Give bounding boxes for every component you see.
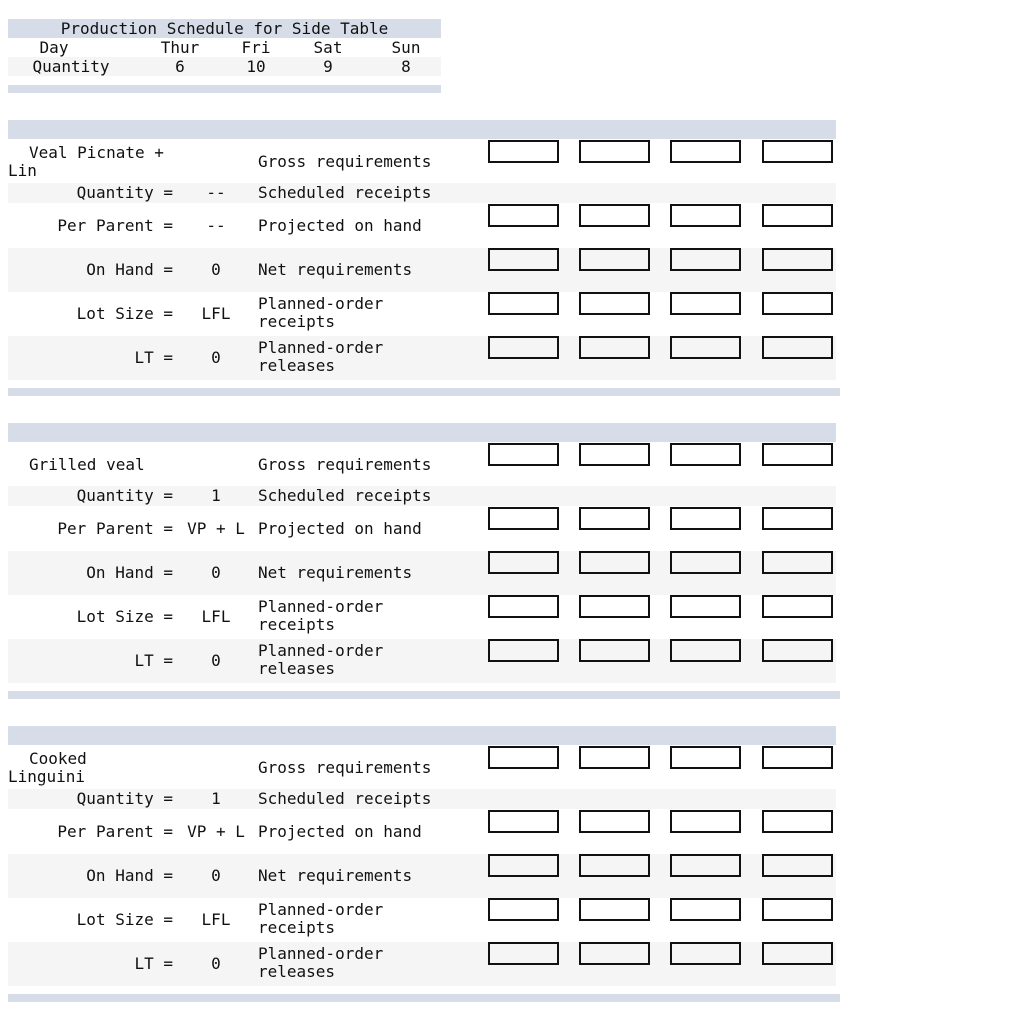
planned-order-releases-input-sun[interactable]	[762, 336, 833, 359]
production-schedule-table	[8, 19, 441, 93]
planned-order-releases-input-fri[interactable]	[579, 942, 650, 965]
on-hand-label: On Hand =	[86, 866, 173, 885]
day-row-label: Day	[39, 38, 69, 57]
per-parent-label: Per Parent =	[57, 216, 173, 235]
gross-requirements-input-sat[interactable]	[670, 140, 741, 163]
planned-order-receipts-input-sat[interactable]	[670, 292, 741, 315]
row-label-projected-on-hand: Projected on hand	[258, 216, 422, 235]
gross-requirements-input-sun[interactable]	[762, 140, 833, 163]
schedule-day-row	[8, 38, 441, 57]
gross-requirements-input-sun[interactable]	[762, 443, 833, 466]
per-parent-label: Per Parent =	[57, 519, 173, 538]
day-sun: Sun	[391, 38, 421, 57]
row-label-projected-on-hand: Projected on hand	[258, 519, 422, 538]
on-hand-label: On Hand =	[86, 260, 173, 279]
planned-order-receipts-input-fri[interactable]	[579, 595, 650, 618]
row-label-planned-order-releases: Planned-order releases	[258, 338, 384, 375]
item-name: Cooked Linguini	[8, 749, 87, 786]
projected-on-hand-input-sat[interactable]	[670, 204, 741, 227]
planned-order-receipts-input-fri[interactable]	[579, 292, 650, 315]
lt-label: LT =	[134, 348, 173, 367]
projected-on-hand-input-fri[interactable]	[579, 810, 650, 833]
gross-requirements-input-thur[interactable]	[488, 443, 559, 466]
planned-order-releases-input-sun[interactable]	[762, 942, 833, 965]
net-requirements-input-sun[interactable]	[762, 854, 833, 877]
lot-size-label: Lot Size =	[76, 304, 173, 323]
gross-requirements-input-thur[interactable]	[488, 746, 559, 769]
mrp-footer-bar	[8, 388, 840, 396]
net-requirements-input-sat[interactable]	[670, 854, 741, 877]
net-requirements-input-sat[interactable]	[670, 551, 741, 574]
quantity-label: Quantity =	[76, 183, 173, 202]
lt-value: 0	[211, 651, 221, 670]
gross-requirements-input-sun[interactable]	[762, 746, 833, 769]
day-sat: Sat	[313, 38, 343, 57]
projected-on-hand-input-sat[interactable]	[670, 810, 741, 833]
qty-sun: 8	[401, 57, 411, 76]
day-thur: Thur	[160, 38, 200, 57]
row-label-projected-on-hand: Projected on hand	[258, 822, 422, 841]
item-name: Veal Picnate + Lin	[8, 143, 164, 180]
row-label-planned-order-releases: Planned-order releases	[258, 944, 384, 981]
lt-label: LT =	[134, 954, 173, 973]
lot-size-label: Lot Size =	[76, 607, 173, 626]
gross-requirements-input-fri[interactable]	[579, 746, 650, 769]
quantity-label: Quantity =	[76, 486, 173, 505]
planned-order-releases-input-fri[interactable]	[579, 639, 650, 662]
projected-on-hand-input-thur[interactable]	[488, 204, 559, 227]
planned-order-releases-input-sat[interactable]	[670, 336, 741, 359]
per-parent-value: VP + L	[187, 519, 245, 538]
item-name: Grilled veal	[29, 455, 145, 474]
planned-order-releases-input-sat[interactable]	[670, 639, 741, 662]
row-label-gross-requirements: Gross requirements	[258, 152, 432, 171]
mrp-block-grilled-veal	[8, 423, 840, 699]
lot-size-label: Lot Size =	[76, 910, 173, 929]
planned-order-releases-input-thur[interactable]	[488, 942, 559, 965]
row-label-gross-requirements: Gross requirements	[258, 455, 432, 474]
day-fri: Fri	[241, 38, 271, 57]
quantity-value: 1	[211, 789, 221, 808]
planned-order-receipts-input-sun[interactable]	[762, 898, 833, 921]
qty-thur: 6	[175, 57, 185, 76]
on-hand-value: 0	[211, 866, 221, 885]
net-requirements-input-thur[interactable]	[488, 551, 559, 574]
schedule-bottom-bar	[8, 85, 441, 93]
per-parent-label: Per Parent =	[57, 822, 173, 841]
planned-order-receipts-input-sun[interactable]	[762, 292, 833, 315]
mrp-block-veal-picnate	[8, 120, 840, 396]
gross-requirements-input-sat[interactable]	[670, 746, 741, 769]
planned-order-receipts-input-thur[interactable]	[488, 595, 559, 618]
planned-order-receipts-input-thur[interactable]	[488, 292, 559, 315]
net-requirements-input-fri[interactable]	[579, 551, 650, 574]
row-label-scheduled-receipts: Scheduled receipts	[258, 789, 432, 808]
gross-requirements-input-thur[interactable]	[488, 140, 559, 163]
gross-requirements-input-sat[interactable]	[670, 443, 741, 466]
lot-size-value: LFL	[201, 607, 231, 626]
row-label-gross-requirements: Gross requirements	[258, 758, 432, 777]
planned-order-releases-input-thur[interactable]	[488, 639, 559, 662]
lt-value: 0	[211, 954, 221, 973]
projected-on-hand-input-thur[interactable]	[488, 507, 559, 530]
planned-order-releases-input-sun[interactable]	[762, 639, 833, 662]
lot-size-value: LFL	[201, 304, 231, 323]
quantity-value: --	[206, 183, 226, 202]
on-hand-label: On Hand =	[86, 563, 173, 582]
mrp-header-bar	[8, 120, 836, 139]
projected-on-hand-input-sun[interactable]	[762, 507, 833, 530]
quantity-label: Quantity =	[76, 789, 173, 808]
row-label-planned-order-receipts: Planned-order receipts	[258, 597, 384, 634]
mrp-footer-bar	[8, 994, 840, 1002]
lot-size-value: LFL	[201, 910, 231, 929]
mrp-header-bar	[8, 726, 836, 745]
row-label-net-requirements: Net requirements	[258, 260, 413, 279]
mrp-footer-bar	[8, 691, 840, 699]
projected-on-hand-input-fri[interactable]	[579, 507, 650, 530]
qty-sat: 9	[323, 57, 333, 76]
row-label-planned-order-receipts: Planned-order receipts	[258, 294, 384, 331]
planned-order-releases-input-sat[interactable]	[670, 942, 741, 965]
qty-fri: 10	[246, 57, 266, 76]
net-requirements-input-sat[interactable]	[670, 248, 741, 271]
per-parent-value: --	[206, 216, 226, 235]
net-requirements-input-fri[interactable]	[579, 854, 650, 877]
net-requirements-input-sun[interactable]	[762, 248, 833, 271]
planned-order-receipts-input-thur[interactable]	[488, 898, 559, 921]
mrp-header-bar	[8, 423, 836, 442]
per-parent-value: VP + L	[187, 822, 245, 841]
row-label-net-requirements: Net requirements	[258, 563, 413, 582]
row-label-planned-order-receipts: Planned-order receipts	[258, 900, 384, 937]
on-hand-value: 0	[211, 563, 221, 582]
row-label-scheduled-receipts: Scheduled receipts	[258, 486, 432, 505]
projected-on-hand-input-fri[interactable]	[579, 204, 650, 227]
net-requirements-input-thur[interactable]	[488, 854, 559, 877]
lt-label: LT =	[134, 651, 173, 670]
schedule-title: Production Schedule for Side Table	[8, 19, 441, 38]
planned-order-receipts-input-sat[interactable]	[670, 898, 741, 921]
planned-order-receipts-input-fri[interactable]	[579, 898, 650, 921]
gross-requirements-input-fri[interactable]	[579, 140, 650, 163]
row-label-planned-order-releases: Planned-order releases	[258, 641, 384, 678]
projected-on-hand-input-sun[interactable]	[762, 204, 833, 227]
on-hand-value: 0	[211, 260, 221, 279]
planned-order-releases-input-thur[interactable]	[488, 336, 559, 359]
planned-order-receipts-input-sat[interactable]	[670, 595, 741, 618]
quantity-row-label: Quantity	[32, 57, 110, 76]
planned-order-receipts-input-sun[interactable]	[762, 595, 833, 618]
lt-value: 0	[211, 348, 221, 367]
net-requirements-input-sun[interactable]	[762, 551, 833, 574]
net-requirements-input-thur[interactable]	[488, 248, 559, 271]
planned-order-releases-input-fri[interactable]	[579, 336, 650, 359]
projected-on-hand-input-thur[interactable]	[488, 810, 559, 833]
quantity-value: 1	[211, 486, 221, 505]
mrp-block-cooked-linguini	[8, 726, 840, 1002]
gross-requirements-input-fri[interactable]	[579, 443, 650, 466]
row-label-scheduled-receipts: Scheduled receipts	[258, 183, 432, 202]
projected-on-hand-input-sat[interactable]	[670, 507, 741, 530]
net-requirements-input-fri[interactable]	[579, 248, 650, 271]
schedule-quantity-row	[8, 57, 441, 76]
row-label-net-requirements: Net requirements	[258, 866, 413, 885]
projected-on-hand-input-sun[interactable]	[762, 810, 833, 833]
